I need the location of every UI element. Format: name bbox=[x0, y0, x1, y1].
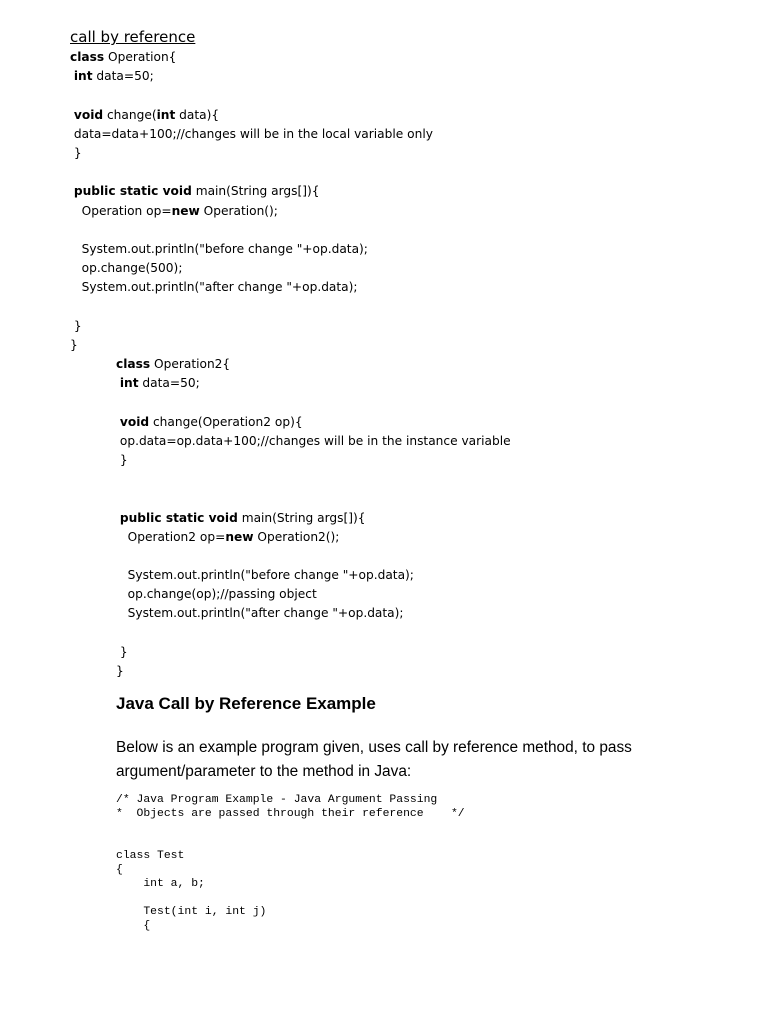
code-text: Operation(); bbox=[199, 203, 278, 218]
code-text: } bbox=[116, 664, 124, 678]
code-text: } bbox=[70, 145, 82, 160]
code-text: change( bbox=[103, 107, 157, 122]
code-text: Operation2{ bbox=[150, 357, 231, 371]
code-line bbox=[70, 240, 433, 259]
code-keyword: public static void bbox=[119, 510, 238, 525]
code-line bbox=[70, 202, 433, 221]
code-text: data=50; bbox=[138, 376, 200, 391]
code-line bbox=[116, 528, 511, 547]
code-text: op.change(500); bbox=[70, 261, 183, 276]
intro-paragraph: Below is an example program given, uses call by reference method, to pass argument/parameter to the method in Java: bbox=[116, 739, 632, 780]
code-line bbox=[116, 624, 511, 643]
code-line bbox=[70, 144, 433, 163]
code-line bbox=[70, 336, 433, 355]
code-keyword: void bbox=[119, 414, 150, 429]
code-keyword: class bbox=[70, 50, 105, 64]
code-text: } bbox=[116, 452, 128, 467]
code-text: change(Operation2 op){ bbox=[149, 414, 303, 429]
code-line bbox=[116, 585, 511, 604]
page-heading: call by reference bbox=[70, 28, 196, 46]
code-text: } bbox=[70, 318, 82, 333]
code-text: op.change(op);//passing object bbox=[116, 587, 317, 602]
code-line bbox=[70, 125, 433, 144]
section-title: Java Call by Reference Example bbox=[116, 694, 376, 713]
code-line bbox=[70, 86, 433, 105]
code-keyword: public static void bbox=[73, 184, 192, 199]
code-keyword: int bbox=[73, 69, 93, 84]
code-keyword: class bbox=[116, 357, 151, 371]
code-line bbox=[116, 470, 511, 489]
code-line bbox=[70, 106, 433, 125]
code-line bbox=[70, 259, 433, 278]
code-line bbox=[70, 278, 433, 297]
code-line bbox=[70, 221, 433, 240]
code-line bbox=[116, 643, 511, 662]
code-text: System.out.println("before change "+op.data); bbox=[116, 568, 414, 583]
code-text: Operation2 op= bbox=[116, 529, 226, 544]
code-line bbox=[116, 566, 511, 585]
code-line bbox=[70, 317, 433, 336]
code-text: op.data=op.data+100;//changes will be in the instance variable bbox=[116, 433, 511, 448]
code-keyword: void bbox=[73, 107, 104, 122]
code-line bbox=[70, 48, 433, 67]
code-text: data=50; bbox=[92, 69, 154, 84]
code-line bbox=[116, 604, 511, 623]
code-text: data){ bbox=[175, 107, 220, 122]
code-line bbox=[116, 547, 511, 566]
code-keyword: int bbox=[119, 376, 139, 391]
code-line bbox=[116, 355, 511, 374]
code-block-operation bbox=[70, 48, 433, 355]
code-text: main(String args[]){ bbox=[191, 184, 320, 199]
code-line bbox=[116, 374, 511, 393]
code-line bbox=[116, 413, 511, 432]
code-text: Operation2(); bbox=[253, 529, 340, 544]
code-line bbox=[116, 489, 511, 508]
code-text: System.out.println("after change "+op.data); bbox=[116, 606, 404, 621]
code-line bbox=[70, 163, 433, 182]
code-keyword: new bbox=[225, 529, 254, 544]
code-line bbox=[116, 662, 511, 681]
code-text: System.out.println("after change "+op.data); bbox=[70, 280, 358, 295]
code-text: System.out.println("before change "+op.data); bbox=[70, 241, 368, 256]
code-line bbox=[70, 182, 433, 201]
code-text: Operation{ bbox=[104, 50, 177, 64]
code-text: data=data+100;//changes will be in the local variable only bbox=[70, 126, 433, 141]
code-line bbox=[70, 67, 433, 86]
code-line bbox=[70, 297, 433, 316]
code-line bbox=[116, 509, 511, 528]
code-text: } bbox=[116, 644, 128, 659]
code-line bbox=[116, 432, 511, 451]
example-code-block: /* Java Program Example - Java Argument Passing * Objects are passed through their reference */ class Test { int a, b; Test(int i, int j) { bbox=[116, 794, 465, 932]
code-keyword: new bbox=[171, 203, 200, 218]
code-line bbox=[116, 393, 511, 412]
code-line bbox=[116, 451, 511, 470]
code-block-operation2 bbox=[116, 355, 511, 681]
code-text: Operation op= bbox=[70, 203, 172, 218]
code-keyword: int bbox=[156, 107, 176, 122]
code-text: } bbox=[70, 337, 78, 352]
code-text: main(String args[]){ bbox=[237, 510, 366, 525]
